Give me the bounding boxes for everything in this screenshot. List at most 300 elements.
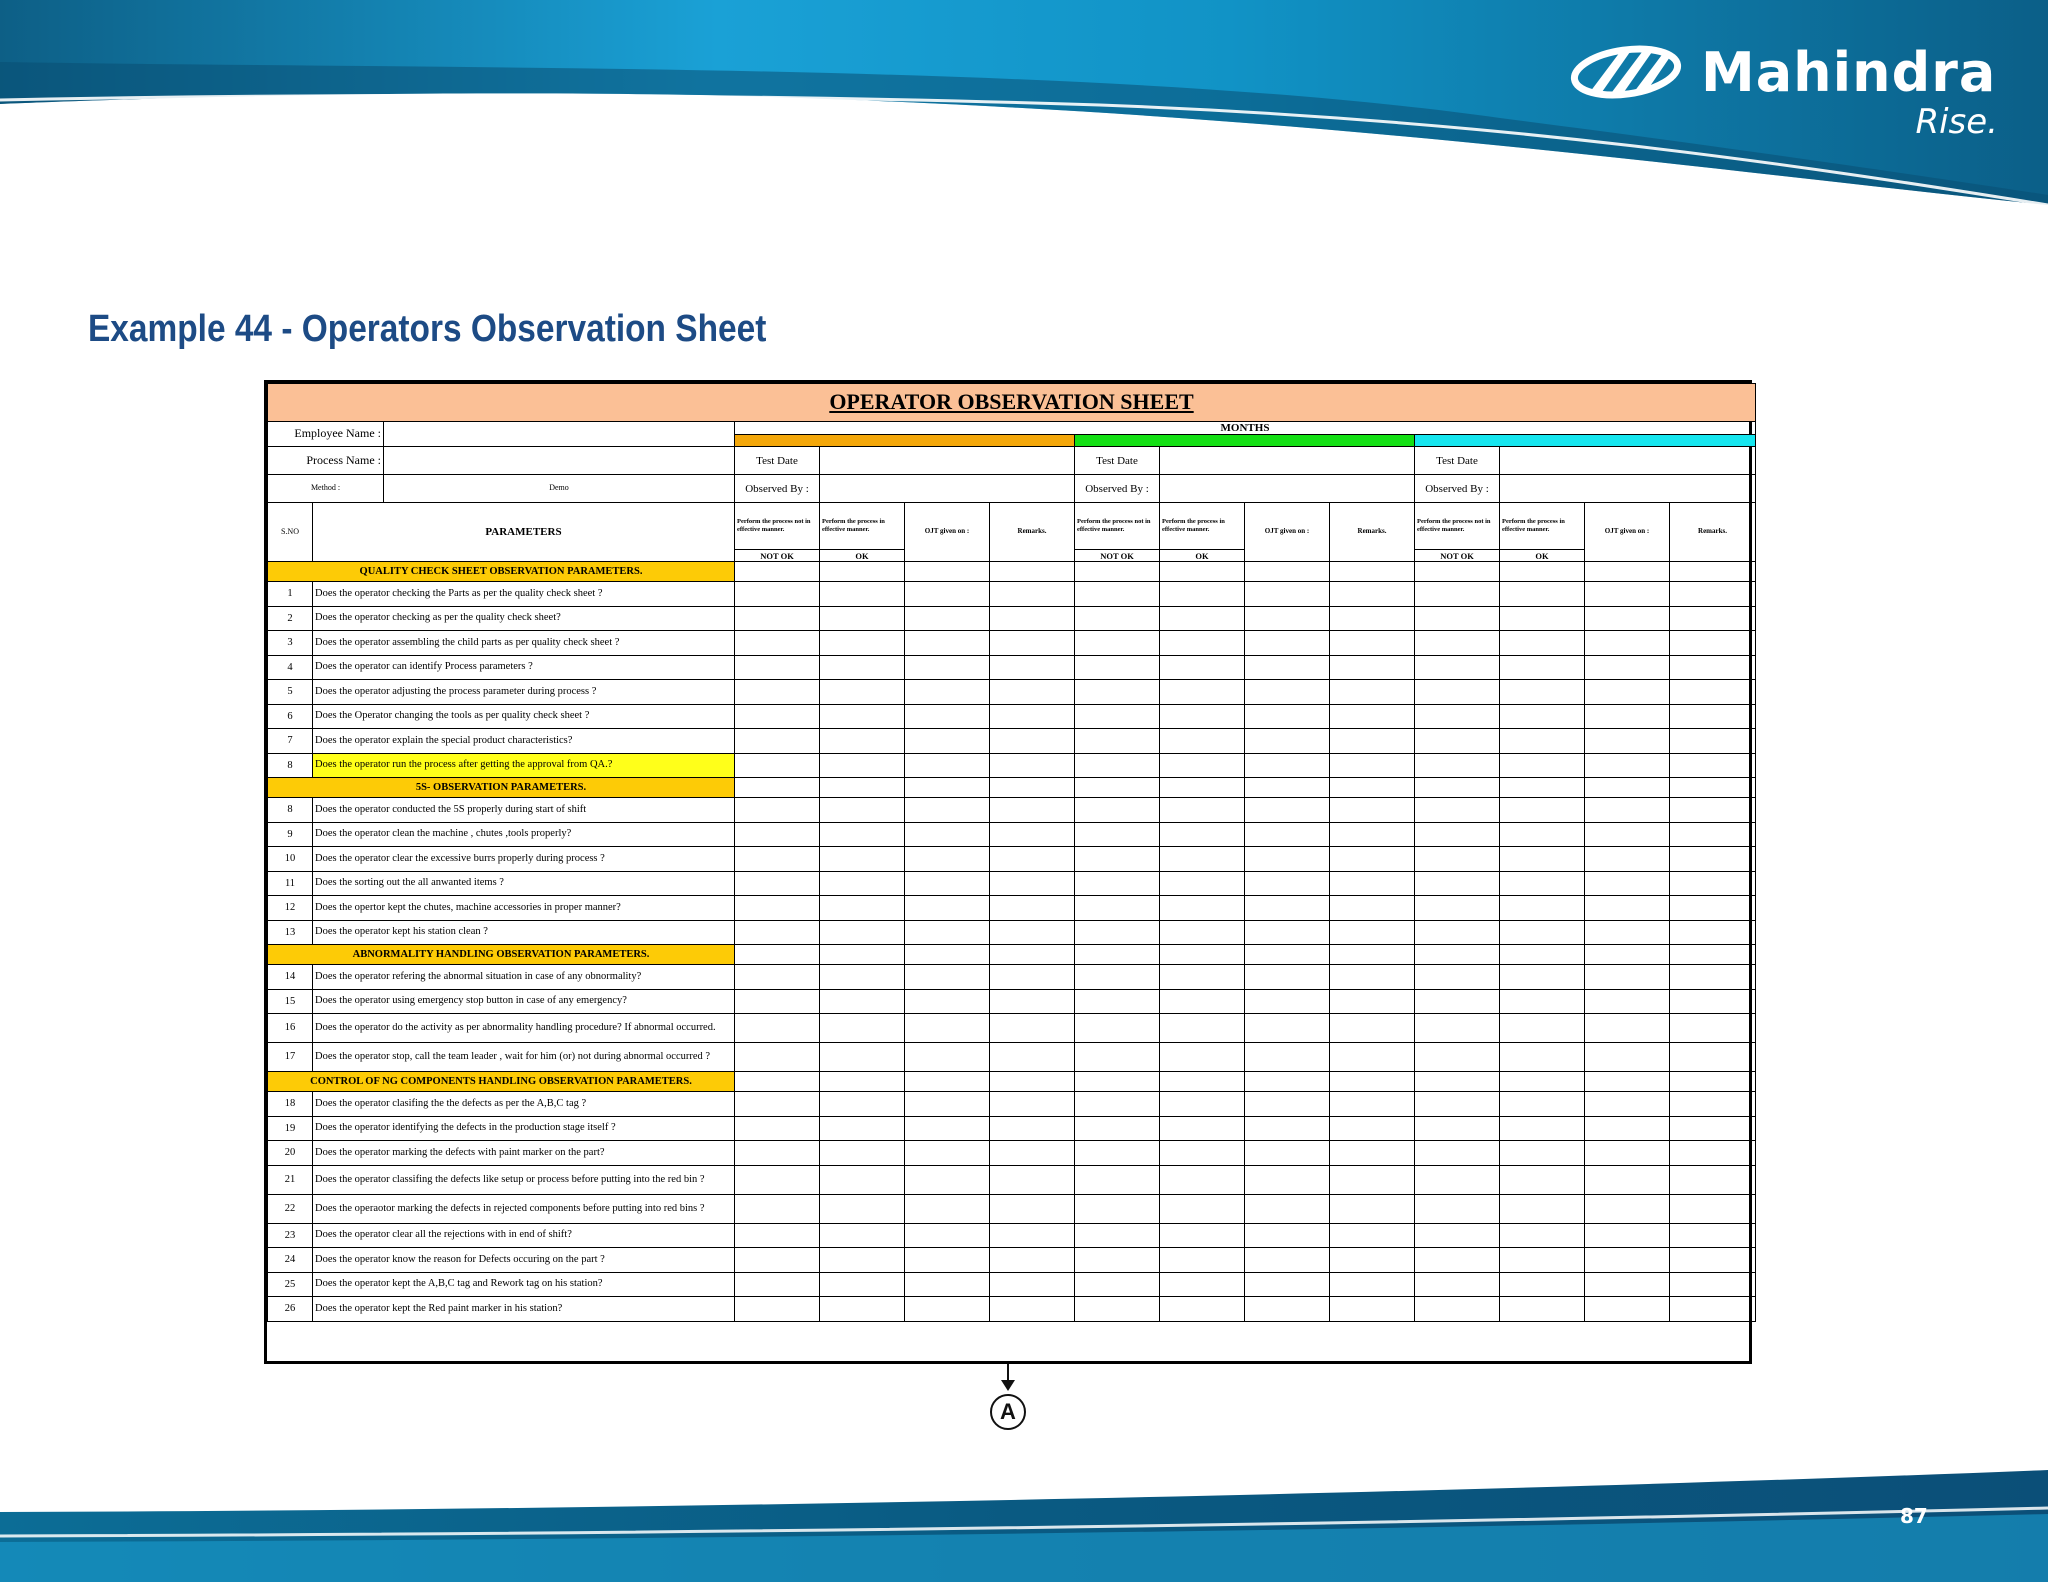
- observation-cell[interactable]: [1245, 798, 1330, 823]
- observation-cell[interactable]: [1585, 1092, 1670, 1117]
- observation-cell[interactable]: [1670, 1043, 1756, 1072]
- observation-cell[interactable]: [1500, 1297, 1585, 1322]
- observation-cell[interactable]: [1500, 1014, 1585, 1043]
- observation-cell[interactable]: [1500, 847, 1585, 872]
- observation-cell[interactable]: [1330, 1014, 1415, 1043]
- observation-cell[interactable]: [1075, 753, 1160, 778]
- observation-cell[interactable]: [1500, 945, 1585, 965]
- observation-cell[interactable]: [1500, 920, 1585, 945]
- observation-cell[interactable]: [1245, 606, 1330, 631]
- observation-cell[interactable]: [1670, 1165, 1756, 1194]
- observation-cell[interactable]: [1500, 1043, 1585, 1072]
- observation-cell[interactable]: [820, 1272, 905, 1297]
- observation-cell[interactable]: [735, 562, 820, 582]
- observation-cell[interactable]: [990, 1043, 1075, 1072]
- observation-cell[interactable]: [1670, 606, 1756, 631]
- observation-cell[interactable]: [905, 729, 990, 754]
- observation-cell[interactable]: [820, 1072, 905, 1092]
- observation-cell[interactable]: [990, 1014, 1075, 1043]
- observation-cell[interactable]: [1500, 1072, 1585, 1092]
- observation-cell[interactable]: [1160, 945, 1245, 965]
- observation-cell[interactable]: [1330, 1297, 1415, 1322]
- observation-cell[interactable]: [905, 896, 990, 921]
- observation-cell[interactable]: [1415, 729, 1500, 754]
- observation-cell[interactable]: [1585, 680, 1670, 705]
- observation-cell[interactable]: [905, 582, 990, 607]
- observation-cell[interactable]: [1500, 1248, 1585, 1273]
- observation-cell[interactable]: [820, 753, 905, 778]
- observation-cell[interactable]: [1245, 989, 1330, 1014]
- observation-cell[interactable]: [1245, 562, 1330, 582]
- observation-cell[interactable]: [1500, 778, 1585, 798]
- observation-cell[interactable]: [735, 1165, 820, 1194]
- observation-cell[interactable]: [905, 631, 990, 656]
- observation-cell[interactable]: [1245, 1194, 1330, 1223]
- observation-cell[interactable]: [1415, 920, 1500, 945]
- observation-cell[interactable]: [1330, 562, 1415, 582]
- observation-cell[interactable]: [1245, 729, 1330, 754]
- observation-cell[interactable]: [1075, 729, 1160, 754]
- observation-cell[interactable]: [735, 1072, 820, 1092]
- observation-cell[interactable]: [905, 1116, 990, 1141]
- observation-cell[interactable]: [905, 1194, 990, 1223]
- observation-cell[interactable]: [990, 655, 1075, 680]
- observation-cell[interactable]: [1415, 606, 1500, 631]
- observation-cell[interactable]: [1075, 631, 1160, 656]
- observation-cell[interactable]: [990, 822, 1075, 847]
- observation-cell[interactable]: [1075, 778, 1160, 798]
- observation-cell[interactable]: [1415, 1248, 1500, 1273]
- observation-cell[interactable]: [1075, 704, 1160, 729]
- observation-cell[interactable]: [1075, 945, 1160, 965]
- observation-cell[interactable]: [1415, 965, 1500, 990]
- observation-cell[interactable]: [735, 729, 820, 754]
- observation-cell[interactable]: [1415, 778, 1500, 798]
- observation-cell[interactable]: [1075, 1165, 1160, 1194]
- observation-cell[interactable]: [735, 822, 820, 847]
- observation-cell[interactable]: [735, 704, 820, 729]
- observation-cell[interactable]: [990, 965, 1075, 990]
- observation-cell[interactable]: [1415, 562, 1500, 582]
- observation-cell[interactable]: [905, 655, 990, 680]
- observation-cell[interactable]: [990, 1248, 1075, 1273]
- observation-cell[interactable]: [905, 871, 990, 896]
- observation-cell[interactable]: [1075, 655, 1160, 680]
- observation-cell[interactable]: [1585, 778, 1670, 798]
- observation-cell[interactable]: [990, 920, 1075, 945]
- observation-cell[interactable]: [1160, 1043, 1245, 1072]
- observation-cell[interactable]: [820, 680, 905, 705]
- observation-cell[interactable]: [1245, 778, 1330, 798]
- observation-cell[interactable]: [820, 655, 905, 680]
- observation-cell[interactable]: [990, 1223, 1075, 1248]
- observation-cell[interactable]: [990, 896, 1075, 921]
- observation-cell[interactable]: [1585, 655, 1670, 680]
- observation-cell[interactable]: [820, 1141, 905, 1166]
- observation-cell[interactable]: [905, 798, 990, 823]
- observation-cell[interactable]: [1670, 945, 1756, 965]
- observation-cell[interactable]: [990, 562, 1075, 582]
- observation-cell[interactable]: [820, 562, 905, 582]
- observation-cell[interactable]: [1075, 680, 1160, 705]
- observation-cell[interactable]: [1330, 778, 1415, 798]
- observation-cell[interactable]: [1415, 655, 1500, 680]
- observation-cell[interactable]: [1670, 1297, 1756, 1322]
- observation-cell[interactable]: [735, 582, 820, 607]
- observation-cell[interactable]: [1670, 847, 1756, 872]
- observation-cell[interactable]: [1500, 989, 1585, 1014]
- observation-cell[interactable]: [1160, 798, 1245, 823]
- observation-cell[interactable]: [1585, 1272, 1670, 1297]
- observation-cell[interactable]: [990, 631, 1075, 656]
- observation-cell[interactable]: [1075, 1014, 1160, 1043]
- process-name-field[interactable]: [384, 447, 735, 475]
- observation-cell[interactable]: [1670, 655, 1756, 680]
- observation-cell[interactable]: [1670, 965, 1756, 990]
- observation-cell[interactable]: [1330, 822, 1415, 847]
- observation-cell[interactable]: [990, 1194, 1075, 1223]
- observed-by-field-2[interactable]: [1160, 475, 1415, 503]
- observation-cell[interactable]: [820, 631, 905, 656]
- observation-cell[interactable]: [820, 704, 905, 729]
- observation-cell[interactable]: [1500, 1194, 1585, 1223]
- observation-cell[interactable]: [1075, 1297, 1160, 1322]
- observation-cell[interactable]: [820, 989, 905, 1014]
- observation-cell[interactable]: [1330, 753, 1415, 778]
- observation-cell[interactable]: [1160, 562, 1245, 582]
- observation-cell[interactable]: [1330, 945, 1415, 965]
- observation-cell[interactable]: [1245, 920, 1330, 945]
- observation-cell[interactable]: [735, 1043, 820, 1072]
- observation-cell[interactable]: [905, 1043, 990, 1072]
- observation-cell[interactable]: [1330, 1141, 1415, 1166]
- observation-cell[interactable]: [1160, 753, 1245, 778]
- observation-cell[interactable]: [1160, 822, 1245, 847]
- observation-cell[interactable]: [1075, 989, 1160, 1014]
- observation-cell[interactable]: [1415, 847, 1500, 872]
- observation-cell[interactable]: [1160, 655, 1245, 680]
- observation-cell[interactable]: [1500, 1165, 1585, 1194]
- observation-cell[interactable]: [1415, 945, 1500, 965]
- observation-cell[interactable]: [1415, 798, 1500, 823]
- observation-cell[interactable]: [1670, 778, 1756, 798]
- observation-cell[interactable]: [990, 847, 1075, 872]
- observation-cell[interactable]: [1415, 989, 1500, 1014]
- observation-cell[interactable]: [1585, 920, 1670, 945]
- observation-cell[interactable]: [990, 1141, 1075, 1166]
- observation-cell[interactable]: [735, 1014, 820, 1043]
- test-date-field-3[interactable]: [1500, 447, 1756, 475]
- observation-cell[interactable]: [1330, 965, 1415, 990]
- observation-cell[interactable]: [1330, 896, 1415, 921]
- observation-cell[interactable]: [1160, 965, 1245, 990]
- observation-cell[interactable]: [1330, 680, 1415, 705]
- observation-cell[interactable]: [1670, 1272, 1756, 1297]
- observation-cell[interactable]: [1585, 822, 1670, 847]
- observation-cell[interactable]: [1670, 1116, 1756, 1141]
- observation-cell[interactable]: [1415, 1072, 1500, 1092]
- observation-cell[interactable]: [1245, 1014, 1330, 1043]
- observation-cell[interactable]: [1160, 1194, 1245, 1223]
- observation-cell[interactable]: [905, 1297, 990, 1322]
- test-date-field-1[interactable]: [820, 447, 1075, 475]
- observation-cell[interactable]: [1245, 704, 1330, 729]
- observation-cell[interactable]: [1330, 871, 1415, 896]
- observation-cell[interactable]: [1585, 871, 1670, 896]
- observation-cell[interactable]: [905, 562, 990, 582]
- observation-cell[interactable]: [1330, 582, 1415, 607]
- observation-cell[interactable]: [990, 1165, 1075, 1194]
- observation-cell[interactable]: [1415, 1194, 1500, 1223]
- observation-cell[interactable]: [905, 1165, 990, 1194]
- observation-cell[interactable]: [1500, 1116, 1585, 1141]
- observation-cell[interactable]: [1670, 1223, 1756, 1248]
- observation-cell[interactable]: [905, 680, 990, 705]
- observation-cell[interactable]: [990, 729, 1075, 754]
- observation-cell[interactable]: [990, 1272, 1075, 1297]
- observation-cell[interactable]: [735, 1272, 820, 1297]
- observation-cell[interactable]: [1585, 847, 1670, 872]
- observation-cell[interactable]: [820, 606, 905, 631]
- observation-cell[interactable]: [1670, 1141, 1756, 1166]
- observation-cell[interactable]: [1245, 631, 1330, 656]
- observation-cell[interactable]: [1585, 562, 1670, 582]
- observation-cell[interactable]: [820, 798, 905, 823]
- observation-cell[interactable]: [1075, 1272, 1160, 1297]
- observation-cell[interactable]: [990, 1092, 1075, 1117]
- observation-cell[interactable]: [1585, 729, 1670, 754]
- observation-cell[interactable]: [1415, 753, 1500, 778]
- observation-cell[interactable]: [1585, 1165, 1670, 1194]
- observation-cell[interactable]: [735, 945, 820, 965]
- observation-cell[interactable]: [1585, 631, 1670, 656]
- observation-cell[interactable]: [1330, 1092, 1415, 1117]
- observation-cell[interactable]: [1330, 729, 1415, 754]
- observation-cell[interactable]: [1585, 989, 1670, 1014]
- observation-cell[interactable]: [1075, 822, 1160, 847]
- observation-cell[interactable]: [1160, 1248, 1245, 1273]
- observation-cell[interactable]: [1330, 1072, 1415, 1092]
- observation-cell[interactable]: [1500, 965, 1585, 990]
- observation-cell[interactable]: [820, 1194, 905, 1223]
- observation-cell[interactable]: [1330, 798, 1415, 823]
- observation-cell[interactable]: [735, 631, 820, 656]
- test-date-field-2[interactable]: [1160, 447, 1415, 475]
- observation-cell[interactable]: [1330, 1194, 1415, 1223]
- observation-cell[interactable]: [1245, 1141, 1330, 1166]
- observation-cell[interactable]: [1330, 1043, 1415, 1072]
- observation-cell[interactable]: [1585, 1072, 1670, 1092]
- observation-cell[interactable]: [1245, 965, 1330, 990]
- observation-cell[interactable]: [905, 1223, 990, 1248]
- observation-cell[interactable]: [905, 822, 990, 847]
- observation-cell[interactable]: [1415, 704, 1500, 729]
- observation-cell[interactable]: [1160, 778, 1245, 798]
- observation-cell[interactable]: [905, 1092, 990, 1117]
- observation-cell[interactable]: [1160, 989, 1245, 1014]
- observation-cell[interactable]: [1670, 753, 1756, 778]
- observation-cell[interactable]: [820, 1165, 905, 1194]
- observation-cell[interactable]: [1245, 1223, 1330, 1248]
- observation-cell[interactable]: [735, 1092, 820, 1117]
- observation-cell[interactable]: [1670, 704, 1756, 729]
- observation-cell[interactable]: [1245, 847, 1330, 872]
- observation-cell[interactable]: [1500, 729, 1585, 754]
- observation-cell[interactable]: [1670, 729, 1756, 754]
- observation-cell[interactable]: [990, 778, 1075, 798]
- observation-cell[interactable]: [1245, 945, 1330, 965]
- observation-cell[interactable]: [1075, 920, 1160, 945]
- observation-cell[interactable]: [1500, 582, 1585, 607]
- observation-cell[interactable]: [1330, 704, 1415, 729]
- observation-cell[interactable]: [905, 1248, 990, 1273]
- observation-cell[interactable]: [820, 965, 905, 990]
- observation-cell[interactable]: [1585, 965, 1670, 990]
- observation-cell[interactable]: [1330, 1116, 1415, 1141]
- observation-cell[interactable]: [820, 729, 905, 754]
- observation-cell[interactable]: [905, 778, 990, 798]
- observation-cell[interactable]: [1500, 1141, 1585, 1166]
- observation-cell[interactable]: [1245, 1043, 1330, 1072]
- observation-cell[interactable]: [990, 798, 1075, 823]
- observation-cell[interactable]: [820, 1297, 905, 1322]
- observation-cell[interactable]: [1330, 606, 1415, 631]
- observation-cell[interactable]: [1415, 1223, 1500, 1248]
- observation-cell[interactable]: [1585, 1297, 1670, 1322]
- observation-cell[interactable]: [1245, 1165, 1330, 1194]
- observation-cell[interactable]: [1500, 562, 1585, 582]
- observation-cell[interactable]: [1670, 631, 1756, 656]
- observation-cell[interactable]: [820, 871, 905, 896]
- observation-cell[interactable]: [1160, 1297, 1245, 1322]
- observation-cell[interactable]: [1415, 1297, 1500, 1322]
- observation-cell[interactable]: [905, 1014, 990, 1043]
- observation-cell[interactable]: [990, 704, 1075, 729]
- observation-cell[interactable]: [1160, 1272, 1245, 1297]
- observation-cell[interactable]: [1245, 871, 1330, 896]
- observation-cell[interactable]: [1075, 1092, 1160, 1117]
- observation-cell[interactable]: [905, 920, 990, 945]
- observation-cell[interactable]: [1415, 1272, 1500, 1297]
- observation-cell[interactable]: [1415, 680, 1500, 705]
- observation-cell[interactable]: [1670, 1194, 1756, 1223]
- observation-cell[interactable]: [1670, 920, 1756, 945]
- observation-cell[interactable]: [735, 1297, 820, 1322]
- observation-cell[interactable]: [820, 778, 905, 798]
- observation-cell[interactable]: [990, 1297, 1075, 1322]
- observation-cell[interactable]: [820, 1043, 905, 1072]
- observation-cell[interactable]: [990, 606, 1075, 631]
- observation-cell[interactable]: [820, 896, 905, 921]
- observation-cell[interactable]: [735, 1116, 820, 1141]
- observation-cell[interactable]: [1160, 1072, 1245, 1092]
- observation-cell[interactable]: [1670, 1072, 1756, 1092]
- observation-cell[interactable]: [1330, 655, 1415, 680]
- observation-cell[interactable]: [735, 1248, 820, 1273]
- observation-cell[interactable]: [905, 606, 990, 631]
- observation-cell[interactable]: [1245, 1092, 1330, 1117]
- observation-cell[interactable]: [1585, 1223, 1670, 1248]
- observation-cell[interactable]: [1160, 871, 1245, 896]
- observation-cell[interactable]: [735, 965, 820, 990]
- observation-cell[interactable]: [1500, 1092, 1585, 1117]
- observation-cell[interactable]: [1075, 1072, 1160, 1092]
- observation-cell[interactable]: [1075, 896, 1160, 921]
- observation-cell[interactable]: [905, 753, 990, 778]
- observation-cell[interactable]: [905, 965, 990, 990]
- observation-cell[interactable]: [1075, 1141, 1160, 1166]
- observation-cell[interactable]: [1330, 1248, 1415, 1273]
- employee-name-field[interactable]: [384, 422, 735, 447]
- observation-cell[interactable]: [1585, 753, 1670, 778]
- observation-cell[interactable]: [990, 680, 1075, 705]
- observation-cell[interactable]: [1585, 1141, 1670, 1166]
- observation-cell[interactable]: [735, 1194, 820, 1223]
- observation-cell[interactable]: [1500, 1272, 1585, 1297]
- observation-cell[interactable]: [1500, 871, 1585, 896]
- observation-cell[interactable]: [820, 1223, 905, 1248]
- observation-cell[interactable]: [1500, 1223, 1585, 1248]
- observation-cell[interactable]: [1415, 896, 1500, 921]
- observation-cell[interactable]: [1075, 606, 1160, 631]
- observation-cell[interactable]: [990, 945, 1075, 965]
- observation-cell[interactable]: [1330, 631, 1415, 656]
- observation-cell[interactable]: [1670, 1014, 1756, 1043]
- observation-cell[interactable]: [1415, 1014, 1500, 1043]
- observation-cell[interactable]: [1330, 1165, 1415, 1194]
- observed-by-field-1[interactable]: [820, 475, 1075, 503]
- observation-cell[interactable]: [735, 847, 820, 872]
- observation-cell[interactable]: [735, 871, 820, 896]
- observation-cell[interactable]: [1585, 1194, 1670, 1223]
- observation-cell[interactable]: [1585, 798, 1670, 823]
- observation-cell[interactable]: [1585, 1043, 1670, 1072]
- observation-cell[interactable]: [1075, 582, 1160, 607]
- observation-cell[interactable]: [820, 822, 905, 847]
- observation-cell[interactable]: [735, 680, 820, 705]
- observation-cell[interactable]: [1415, 1141, 1500, 1166]
- observation-cell[interactable]: [1585, 606, 1670, 631]
- observation-cell[interactable]: [820, 847, 905, 872]
- observation-cell[interactable]: [1075, 847, 1160, 872]
- observation-cell[interactable]: [820, 582, 905, 607]
- observation-cell[interactable]: [1245, 1272, 1330, 1297]
- observation-cell[interactable]: [1245, 822, 1330, 847]
- observation-cell[interactable]: [1075, 562, 1160, 582]
- observation-cell[interactable]: [1415, 871, 1500, 896]
- observation-cell[interactable]: [1245, 896, 1330, 921]
- observation-cell[interactable]: [1415, 822, 1500, 847]
- observation-cell[interactable]: [1585, 1014, 1670, 1043]
- observation-cell[interactable]: [905, 1272, 990, 1297]
- observation-cell[interactable]: [1075, 798, 1160, 823]
- observation-cell[interactable]: [735, 1223, 820, 1248]
- observation-cell[interactable]: [1330, 847, 1415, 872]
- observation-cell[interactable]: [1075, 1116, 1160, 1141]
- observation-cell[interactable]: [1160, 1014, 1245, 1043]
- observation-cell[interactable]: [1160, 606, 1245, 631]
- observation-cell[interactable]: [1670, 871, 1756, 896]
- observation-cell[interactable]: [1670, 562, 1756, 582]
- observation-cell[interactable]: [1075, 1248, 1160, 1273]
- observation-cell[interactable]: [1245, 1248, 1330, 1273]
- observation-cell[interactable]: [1160, 847, 1245, 872]
- observation-cell[interactable]: [1245, 753, 1330, 778]
- observation-cell[interactable]: [1670, 798, 1756, 823]
- observation-cell[interactable]: [1670, 1248, 1756, 1273]
- observation-cell[interactable]: [1500, 631, 1585, 656]
- observation-cell[interactable]: [1245, 582, 1330, 607]
